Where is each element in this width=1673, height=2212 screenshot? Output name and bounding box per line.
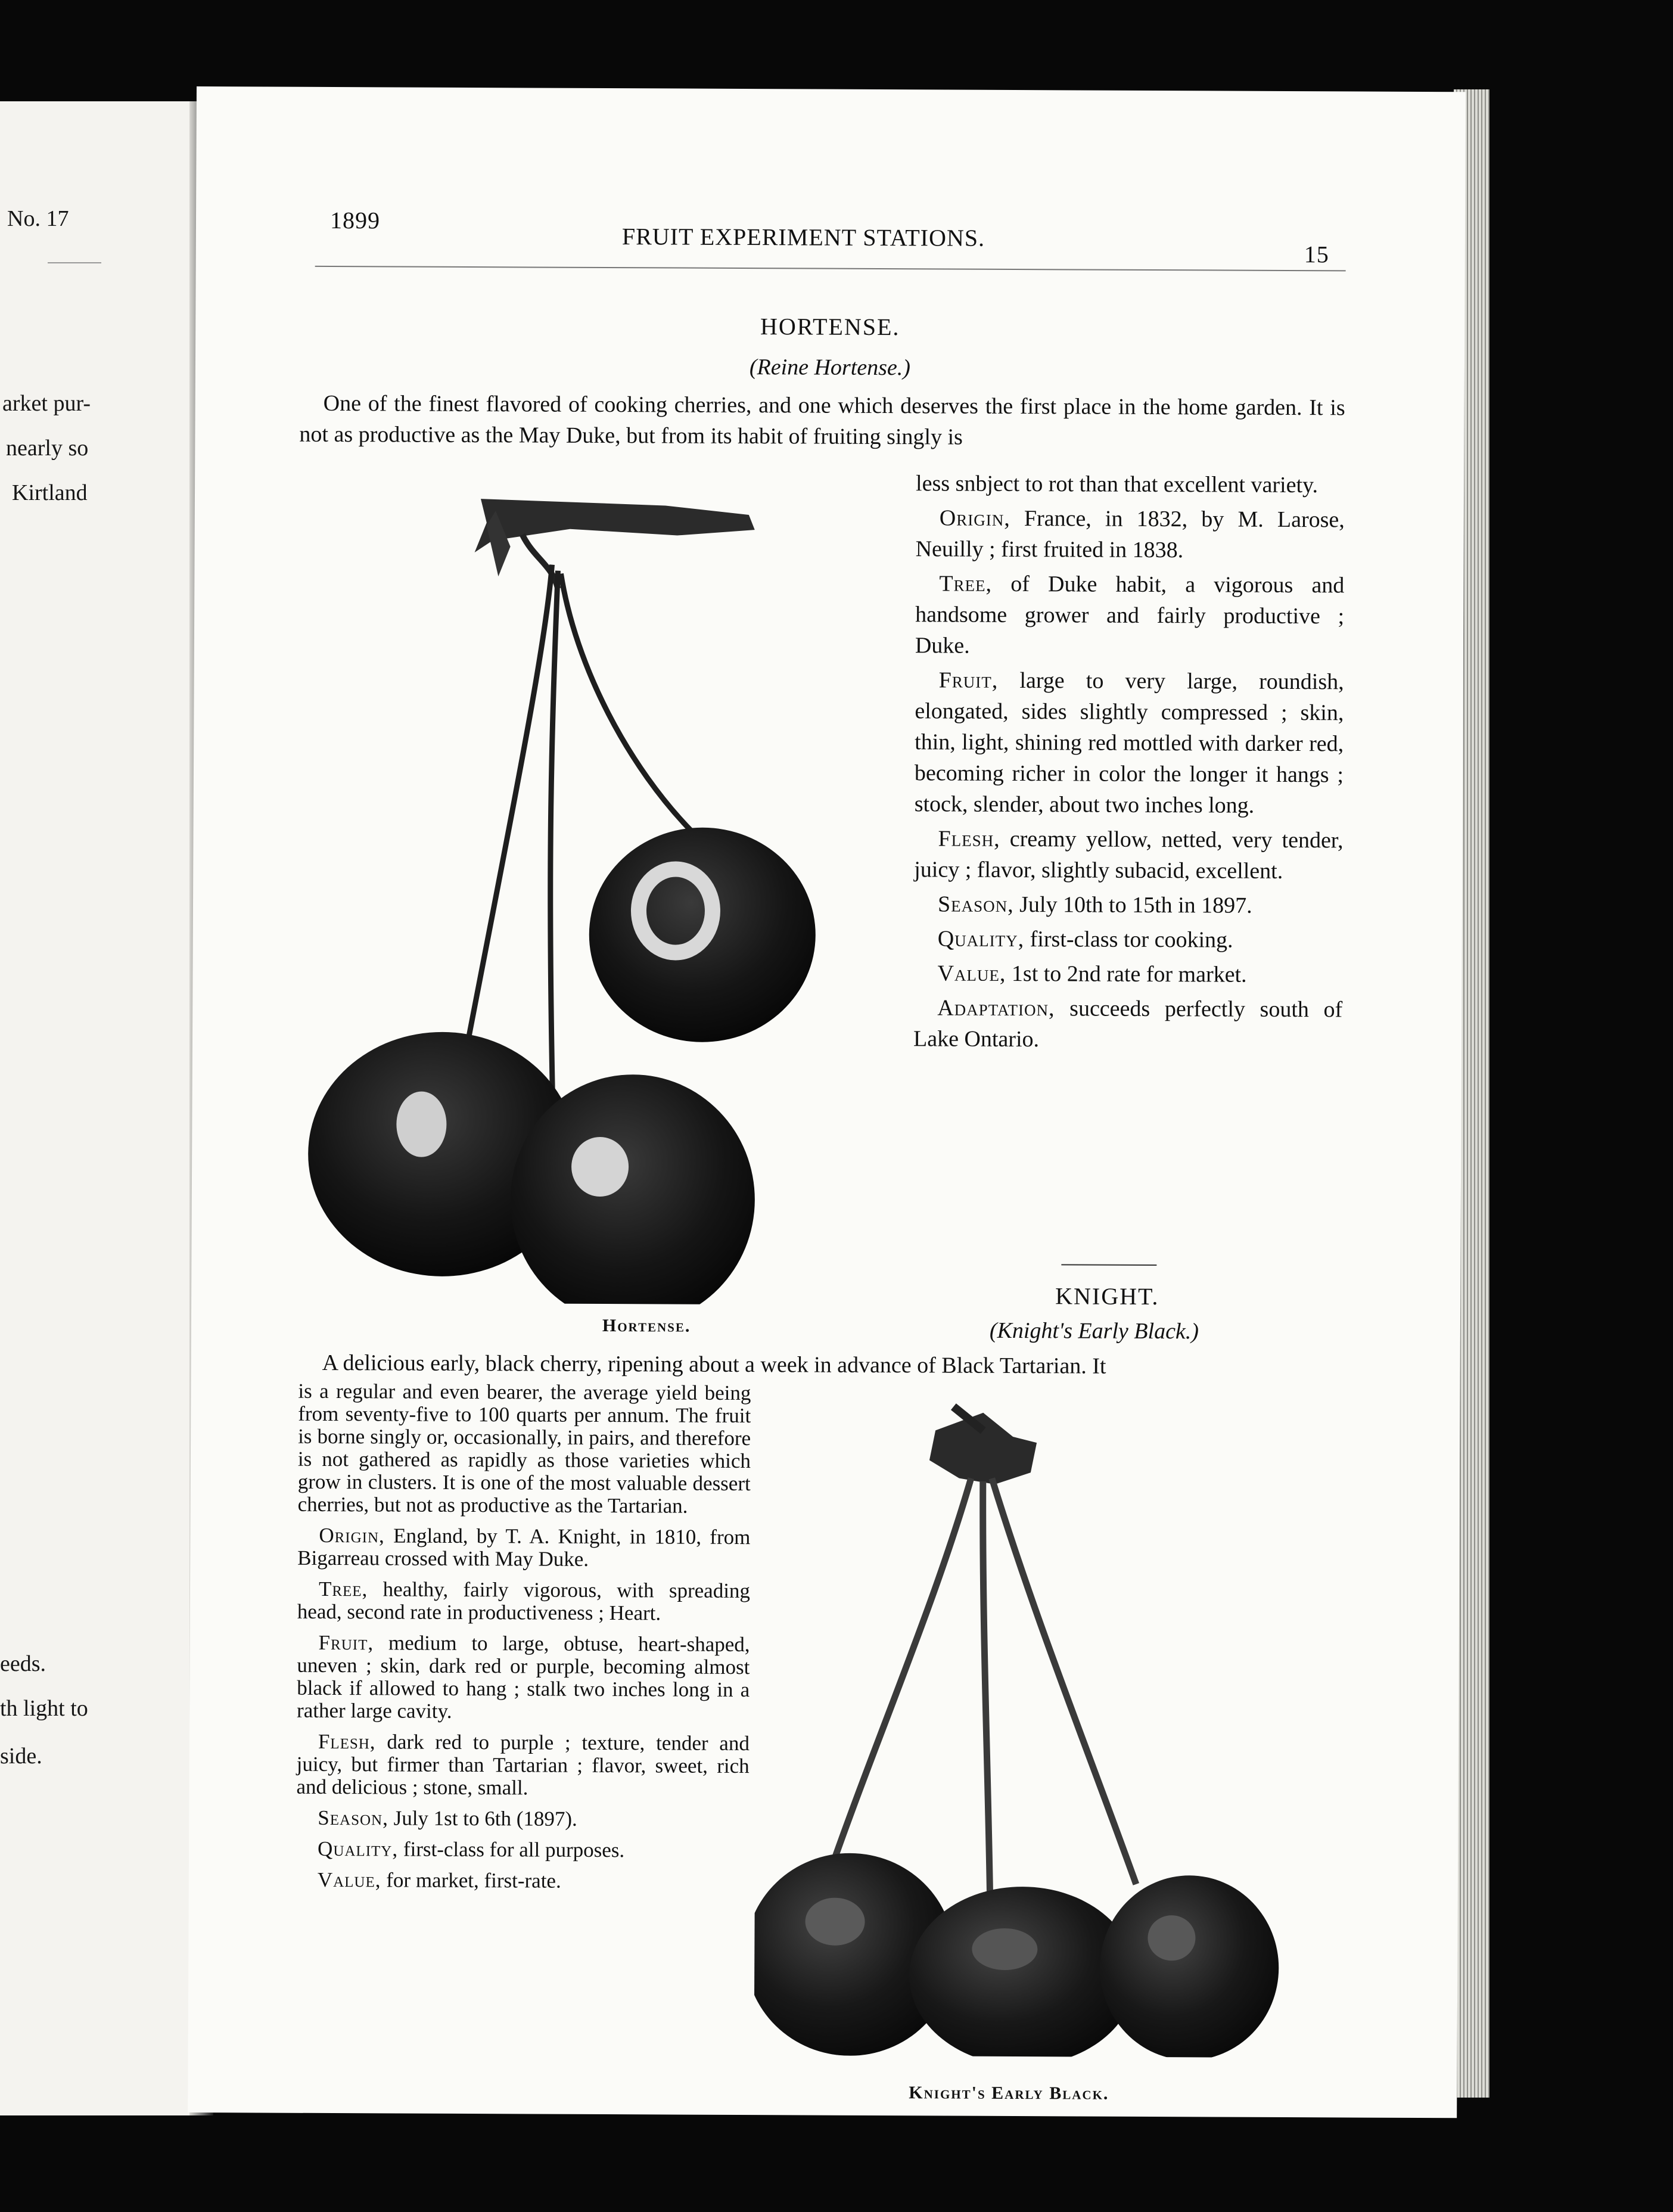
hortense-fruit: Fruit, large to very large, roundish, elongated, sides slightly compressed ; skin, thin, light, shining red mottled with darker red, becoming richer in color the longer it hangs ; stock, slender, about two inches long. — [914, 667, 1344, 818]
left-page-line: side. — [0, 1744, 42, 1769]
knight-description — [296, 1380, 751, 1902]
hortense-intro — [299, 388, 1345, 458]
knight-value: Value, for market, first-rate. — [317, 1868, 561, 1893]
hortense-synonym: (Reine Hortense.) — [749, 355, 911, 381]
knight-intro-continued: is a regular and even bearer, the average yield being from seventy-five to 100 quarts per annum. The fruit is borne singly or, occasionally, in pairs, and therefore is not gathered as rapidly as those varieties which grow in clusters. It is one of the most valuable dessert cherries, but not as productive as the Tartarian. — [297, 1379, 751, 1518]
header-rule — [315, 266, 1346, 272]
knight-season: Season, July 1st to 6th (1897). — [318, 1806, 577, 1831]
hortense-intro-text: One of the finest flavored of cooking cherries, and one which deserves the first place in the home garden. It is not as productive as the May Duke, but from its habit of fruiting singly is — [299, 390, 1345, 450]
knight-intro-text: A delicious early, black cherry, ripening about a week in advance of Black Tartarian. It — [322, 1350, 1106, 1379]
left-page-rule — [48, 262, 101, 263]
left-page-line: eeds. — [0, 1651, 46, 1676]
hortense-quality: Quality, first-class tor cooking. — [937, 926, 1233, 953]
knight-tree: Tree, healthy, fairly vigorous, with spreading head, second rate in productiveness ; Heart. — [297, 1577, 751, 1625]
hortense-illustration — [293, 468, 898, 1305]
document-page — [188, 86, 1466, 2118]
hortense-description — [913, 468, 1345, 1060]
hortense-intro-continued: less snbject to rot than that excellent variety. — [916, 471, 1319, 498]
running-title: FRUIT EXPERIMENT STATIONS. — [621, 223, 985, 251]
hortense-flesh: Flesh, creamy yellow, netted, very tender, juicy ; flavor, slightly subacid, excellent. — [914, 826, 1344, 884]
knight-caption: Knight's Early Black. — [909, 2083, 1109, 2104]
hortense-title: HORTENSE. — [760, 313, 900, 341]
knight-fruit: Fruit, medium to large, obtuse, heart-shaped, uneven ; skin, dark red or purple, becoming almost black if allowed to hang ; stalk two inches long in a rather large cavity. — [297, 1630, 750, 1723]
hortense-adaptation: Adaptation, succeeds perfectly south of Lake Ontario. — [913, 995, 1343, 1052]
knight-title: KNIGHT. — [1055, 1282, 1159, 1310]
left-page-line: th light to — [0, 1696, 88, 1721]
knight-flesh: Flesh, dark red to purple ; texture, tender and juicy, but firmer than Tartarian ; flavor, sweet, rich and delicious ; stone, small. — [296, 1729, 750, 1800]
knight-illustration — [754, 1394, 1353, 2058]
left-page-line: Kirtland — [12, 480, 88, 505]
left-page-line: arket pur- — [2, 391, 91, 416]
hortense-season: Season, July 10th to 15th in 1897. — [937, 891, 1252, 918]
header-year: 1899 — [329, 206, 381, 234]
section-divider — [1061, 1264, 1156, 1266]
left-page-line: nearly so — [6, 436, 89, 461]
left-page-header: No. 17 — [7, 206, 69, 231]
knight-synonym: (Knight's Early Black.) — [989, 1318, 1199, 1344]
hortense-value: Value, 1st to 2nd rate for market. — [937, 961, 1247, 987]
hortense-caption: Hortense. — [602, 1315, 691, 1336]
hortense-tree: Tree, of Duke habit, a vigorous and handsome grower and fairly productive ; Duke. — [915, 571, 1345, 658]
knight-quality: Quality, first-class for all purposes. — [318, 1837, 625, 1862]
hortense-origin: Origin, France, in 1832, by M. Larose, Neuilly ; first fruited in 1838. — [915, 505, 1345, 563]
knight-origin: Origin, England, by T. A. Knight, in 1810, from Bigarreau crossed with May Duke. — [297, 1523, 751, 1571]
knight-cherry — [1100, 1875, 1279, 2058]
page-number: 15 — [1304, 241, 1329, 268]
hortense-cherry — [589, 827, 816, 1043]
